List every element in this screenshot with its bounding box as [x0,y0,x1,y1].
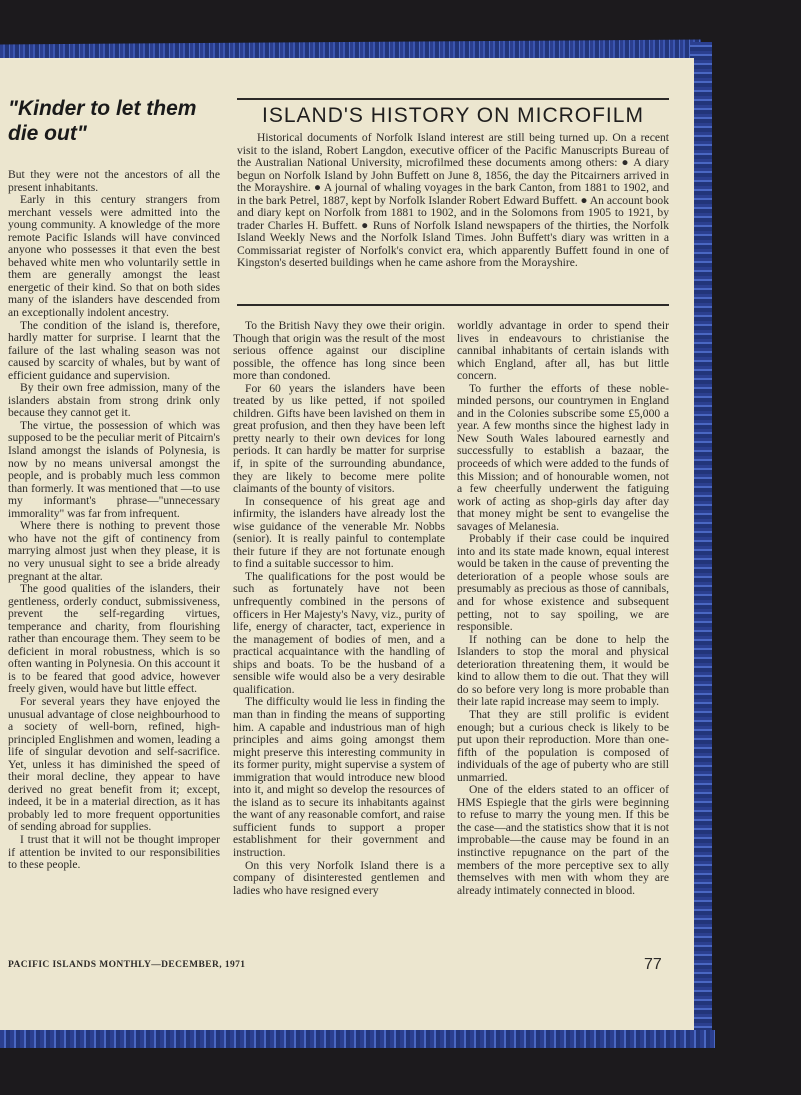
paragraph: I trust that it will not be thought improper if attention be invited to our responsibilities to these people. [8,832,220,872]
paragraph: The qualifications for the post would be such as fortunately have not been unfrequently combined in the persons of officers in Her Majesty's Navy, viz., purity of life, energy of character, tact, experience in the management of bodies of men, and a practical acquaintance with the handling of ships and boats. To be the husband of a sensible wife would also be a very desirable qualification. [233,569,445,696]
paragraph: If nothing can be done to help the Islanders to stop the moral and physical deterioration threatening them, it would be kind to allow them to die out. That they will do so before very long is more probable than their late rapid increase may seem to imply. [457,632,669,709]
paragraph: worldly advantage in order to spend their lives in endeavours to christianise the cannibal inhabitants of certain islands with which England, after all, has but little concern. [457,319,669,383]
paragraph: The good qualities of the islanders, their gentleness, orderly conduct, submissiveness, prevent the self-regarding virtues, temperance and charity, from flourishing rather than encourage them. They seem to be deficient in moral robustness, which is so often wanting in Polynesia. On this account it is to be feared that good advice, however freely given, would have but little effect. [8,582,220,696]
paragraph: The virtue, the possession of which was supposed to be the peculiar merit of Pitcairn's Island amongst the islands of Polynesia, is now by no means universal amongst the people, and is probably much less common than formerly. It was mentioned that —to use my informant's phrase—"unnecessary immorality" was far from infrequent. [8,418,220,520]
left-column [8,169,220,872]
page-number: 77 [644,956,662,973]
paragraph: To further the efforts of these noble-minded persons, our countrymen in England and in the Colonies subscribe some £5,000 a year. A few months since the highest lady in New South Wales laboured earnestly and successfully to establish a bazaar, the proceeds of which were added to the funds of this Mission; and of honourable women, not a few cheerfully underwent the fatiguing work of acting as shop-girls day after day that money might be sent to evangelise the savages of Melanesia. [457,381,669,533]
box-top-rule [237,98,669,100]
paragraph: One of the elders stated to an officer of HMS Espiegle that the girls were beginning to refuse to marry the young men. If this be the case—and the statistics show that it is not improbable—the cause may be found in an instinctive repugnance on the part of the members of the more perceptive sex to ally themselves with men with whom they are already intimately connected in blood. [457,783,669,897]
paragraph: On this very Norfolk Island there is a company of disinterested gentlemen and ladies who have resigned every [233,858,445,897]
paragraph: But they were not the ancestors of all the present inhabitants. [8,168,220,194]
paragraph: To the British Navy they owe their origin. Though that origin was the result of the most serious offence against our discipline possible, the offence has long since been more than condoned. [233,319,445,383]
right-column [457,320,669,897]
paragraph: In consequence of his great age and infirmity, the islanders have already lost the wise guidance of the venerable Mr. Nobbs (senior). It is really painful to contemplate their future if they are not fortunate enough to find a suitable successor to him. [233,494,445,571]
publication-footer: PACIFIC ISLANDS MONTHLY—DECEMBER, 1971 [8,960,246,970]
paragraph: For 60 years the islanders have been treated by us like petted, if not spoiled children. Gifts have been lavished on them in great profusion, and then they have been left pretty nearly to their own devices for long periods. It can hardly be matter for surprise if, in spite of the surrounding abundance, they are likely to become mere polite claimants of the bounty of visitors. [233,381,445,496]
article-headline: "Kinder to let them die out" [8,97,197,145]
middle-column [233,320,445,897]
binding-band-bottom [0,1030,715,1048]
paragraph: Probably if their case could be inquired into and its state made known, equal interest would be taken in the cause of preventing the deterioration of a people whose souls are presumably as precious as those of cannibals, and for whose existence and subsequent petting, not to say spoiling, we are responsible. [457,532,669,634]
magazine-page [0,58,694,1030]
paragraph: By their own free admission, many of the islanders abstain from strong drink only because they cannot get it. [8,381,220,420]
paragraph: The condition of the island is, therefore, hardly matter for surprise. I learnt that the failure of the last whaling season was not caused by scarcity of whales, but by want of efficient guidance and supervision. [8,318,220,382]
paragraph: The difficulty would lie less in finding the man than in finding the means of supporting him. A capable and industrious man of high principles and aims going amongst them might preserve this interesting community in its former purity, might supervise a system of immigration that would introduce new blood into it, and might so develop the resources of the island as to secure its inhabitants against the want of any reasonable comfort, and raise sufficient funds to support a proper establishment for their government and instruction. [233,695,445,859]
box-bottom-rule [237,304,669,306]
paragraph: That they are still prolific is evident enough; but a curious check is likely to be put upon their reproduction. More than one-fifth of the population is composed of individuals of the age of puberty who are still unmarried. [457,707,669,784]
box-body: Historical documents of Norfolk Island interest are still being turned up. On a recent visit to the island, Robert Langdon, executive officer of the Pacific Manuscripts Bureau of the Australian National University, microfilmed these documents among others: ● A diary begun on Norfolk Island by John Buffett on June 8, 1856, the day the Pitcairners arrived in the Morayshire. ● A journal of whaling voyages in the bark Canton, from 1881 to 1902, and in the bark Petrel, 1887, kept by Norfolk Islander Robert Edward Buffett. ● An account book and diary kept on Norfolk from 1881 to 1902, and in the Solomons from 1905 to 1921, by trader Charles H. Buffett. ● Runs of Norfolk Island newspapers of the thirties, the Norfolk Island Weekly News and the Norfolk Island Times. John Buffett's diary was written in a Commissariat register of Norfolk's convict era, which apparently Buffett found in one of Kingston's deserted buildings when he came ashore from the Morayshire. [237,131,669,270]
paragraph: Early in this century strangers from merchant vessels were admitted into the young community. A knowledge of the more remote Pacific Islands will have convinced anyone who possesses it that even the best behaved white men who voluntarily settle in them are generally amongst the least energetic of their kind. So that on both sides many of the islanders have descended from an exceptionally indolent ancestry. [8,193,220,320]
box-title: ISLAND'S HISTORY ON MICROFILM [262,104,644,127]
paragraph: Where there is nothing to prevent those who have not the gift of continency from marrying almost just when they please, it is no very unusual sight to see a bride already pregnant at the altar. [8,519,220,583]
paragraph: For several years they have enjoyed the unusual advantage of close neighbourhood to a society of well-born, refined, high-principled Englishmen and women, leading a life of singular devotion and self-sacrifice. Yet, unless it has diminished the speed of their moral decline, they appear to have derived no great benefit from it; except, indeed, it be in a material direction, as it has probably led to more frequent opportunities of sending abroad for supplies. [8,694,220,834]
